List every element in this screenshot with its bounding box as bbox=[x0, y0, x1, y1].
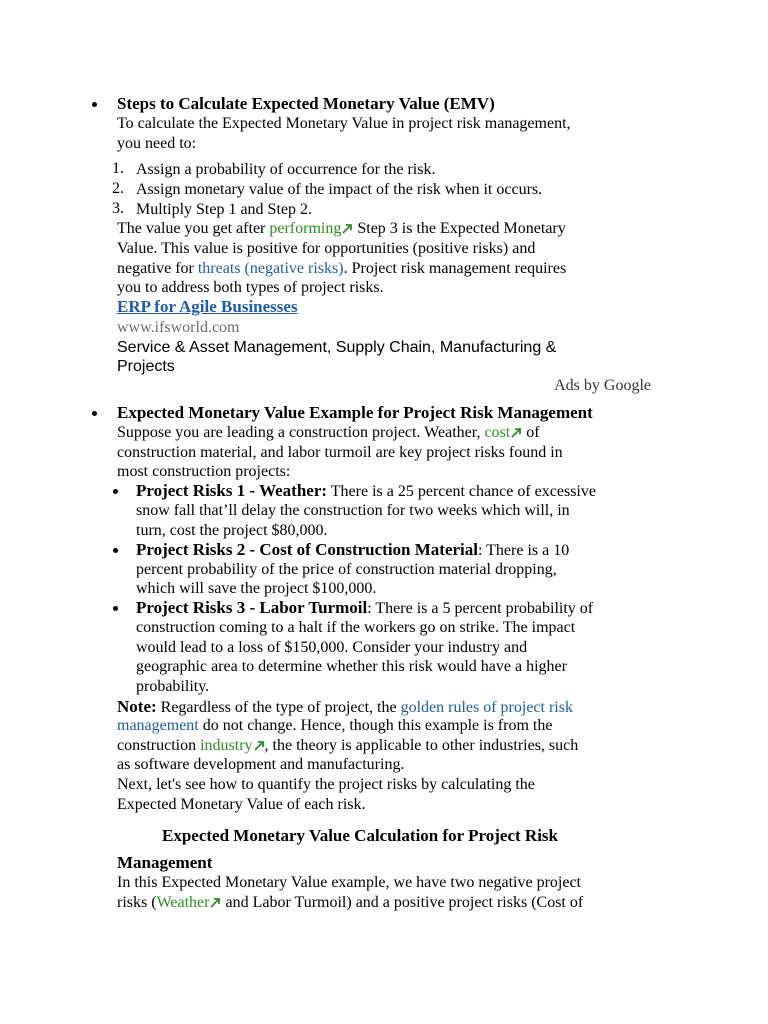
risk-item-labor-turmoil bbox=[136, 598, 593, 618]
external-link-icon[interactable] bbox=[342, 223, 353, 234]
paragraph-line bbox=[117, 893, 583, 912]
paragraph-line: construction coming to a halt if the workers go on strike. The impact bbox=[136, 619, 576, 636]
paragraph-line: you to address both types of project risks. bbox=[117, 279, 384, 296]
external-link-icon[interactable] bbox=[210, 897, 221, 908]
bullet-dot-icon bbox=[92, 102, 97, 107]
paragraph-line bbox=[117, 716, 552, 735]
external-link-icon[interactable] bbox=[254, 740, 265, 751]
step-text: Assign a probability of occurrence for the risk. bbox=[136, 161, 436, 178]
text-span: Suppose you are leading a construction project. Weather, bbox=[117, 424, 485, 441]
note-label: Note: bbox=[117, 697, 157, 716]
paragraph-line bbox=[117, 423, 540, 442]
link-threats[interactable]: threats (negative risks) bbox=[197, 260, 344, 277]
paragraph-line: percent probability of the price of construction material dropping, bbox=[136, 561, 557, 578]
step-number: 3. bbox=[112, 200, 124, 217]
ad-title-link[interactable]: ERP for Agile Businesses bbox=[117, 297, 298, 316]
text-span: . Project risk management requires bbox=[343, 260, 567, 277]
text-span: of bbox=[522, 424, 540, 441]
text-span: , the theory is applicable to other industries, such bbox=[264, 737, 579, 754]
text-span: Step 3 is the Expected Monetary bbox=[353, 220, 566, 237]
link-golden-rules[interactable]: golden rules of project risk bbox=[400, 699, 573, 716]
section-heading-emv-calculation-cont: Management bbox=[117, 853, 213, 872]
paragraph-line bbox=[117, 736, 578, 755]
paragraph-line: probability. bbox=[136, 678, 210, 695]
link-weather[interactable]: Weather bbox=[156, 894, 210, 911]
section-heading-emv-steps: Steps to Calculate Expected Monetary Value (EMV) bbox=[117, 94, 495, 113]
text-span: construction bbox=[117, 737, 201, 754]
link-industry[interactable]: industry bbox=[200, 737, 253, 754]
text-span: : There is a 10 bbox=[477, 542, 570, 559]
external-link-icon[interactable] bbox=[511, 427, 522, 438]
paragraph-line: most construction projects: bbox=[117, 463, 291, 480]
text-span: There is a 25 percent chance of excessive bbox=[327, 483, 596, 500]
ad-url[interactable]: www.ifsworld.com bbox=[117, 319, 240, 336]
text-span: The value you get after bbox=[117, 220, 270, 237]
paragraph-line: turn, cost the project $80,000. bbox=[136, 522, 328, 539]
bullet-dot-icon bbox=[113, 606, 118, 611]
paragraph-line: as software development and manufacturing. bbox=[117, 756, 405, 773]
link-cost[interactable]: cost bbox=[484, 424, 511, 441]
paragraph-line: construction material, and labor turmoil are key project risks found in bbox=[117, 444, 563, 461]
link-performing[interactable]: performing bbox=[269, 220, 342, 237]
step-number: 1. bbox=[112, 160, 124, 177]
text-span: Regardless of the type of project, the bbox=[156, 699, 401, 716]
paragraph-line: In this Expected Monetary Value example, we have two negative project bbox=[117, 874, 581, 891]
note-line bbox=[117, 697, 573, 717]
risk-label: Project Risks 1 - Weather: bbox=[136, 481, 328, 500]
paragraph-line: Value. This value is positive for opportunities (positive risks) and bbox=[117, 240, 536, 257]
risk-label: Project Risks 2 - Cost of Construction Material bbox=[136, 540, 478, 559]
risk-item-weather bbox=[136, 481, 596, 501]
bullet-dot-icon bbox=[113, 489, 118, 494]
paragraph-line: Next, let's see how to quantify the project risks by calculating the bbox=[117, 776, 535, 793]
text-span: and Labor Turmoil) and a positive project risks (Cost of bbox=[221, 894, 584, 911]
section-heading-emv-example: Expected Monetary Value Example for Project Risk Management bbox=[117, 403, 593, 422]
text-span: do not change. Hence, though this example is from the bbox=[198, 717, 553, 734]
paragraph-line: Expected Monetary Value of each risk. bbox=[117, 796, 366, 813]
step-text: Assign monetary value of the impact of the risk when it occurs. bbox=[136, 181, 543, 198]
paragraph-line: which will save the project $100,000. bbox=[136, 580, 377, 597]
section-heading-emv-calculation: Expected Monetary Value Calculation for Project Risk bbox=[162, 826, 558, 845]
text-span: : There is a 5 percent probability of bbox=[367, 600, 594, 617]
ads-by-google-label[interactable]: Ads by Google bbox=[554, 377, 651, 394]
paragraph-line: To calculate the Expected Monetary Value in project risk management, bbox=[117, 115, 571, 132]
step-number: 2. bbox=[112, 180, 124, 197]
risk-item-material-cost bbox=[136, 540, 569, 560]
ad-description: Service & Asset Management, Supply Chain, Manufacturing & bbox=[117, 339, 557, 356]
paragraph-line: snow fall that’ll delay the construction for two weeks which will, in bbox=[136, 502, 570, 519]
text-span: negative for bbox=[117, 260, 198, 277]
bullet-dot-icon bbox=[92, 411, 97, 416]
paragraph-line bbox=[117, 259, 566, 278]
text-span: risks ( bbox=[117, 894, 157, 911]
link-golden-rules-cont[interactable]: management bbox=[117, 717, 199, 734]
paragraph-line: you need to: bbox=[117, 135, 197, 152]
paragraph-line bbox=[117, 219, 566, 238]
ad-description: Projects bbox=[117, 358, 175, 375]
paragraph-line: would lead to a loss of $150,000. Consider your industry and bbox=[136, 639, 528, 656]
paragraph-line: geographic area to determine whether this risk would have a higher bbox=[136, 658, 567, 675]
step-text: Multiply Step 1 and Step 2. bbox=[136, 201, 312, 218]
bullet-dot-icon bbox=[113, 548, 118, 553]
risk-label: Project Risks 3 - Labor Turmoil bbox=[136, 598, 368, 617]
